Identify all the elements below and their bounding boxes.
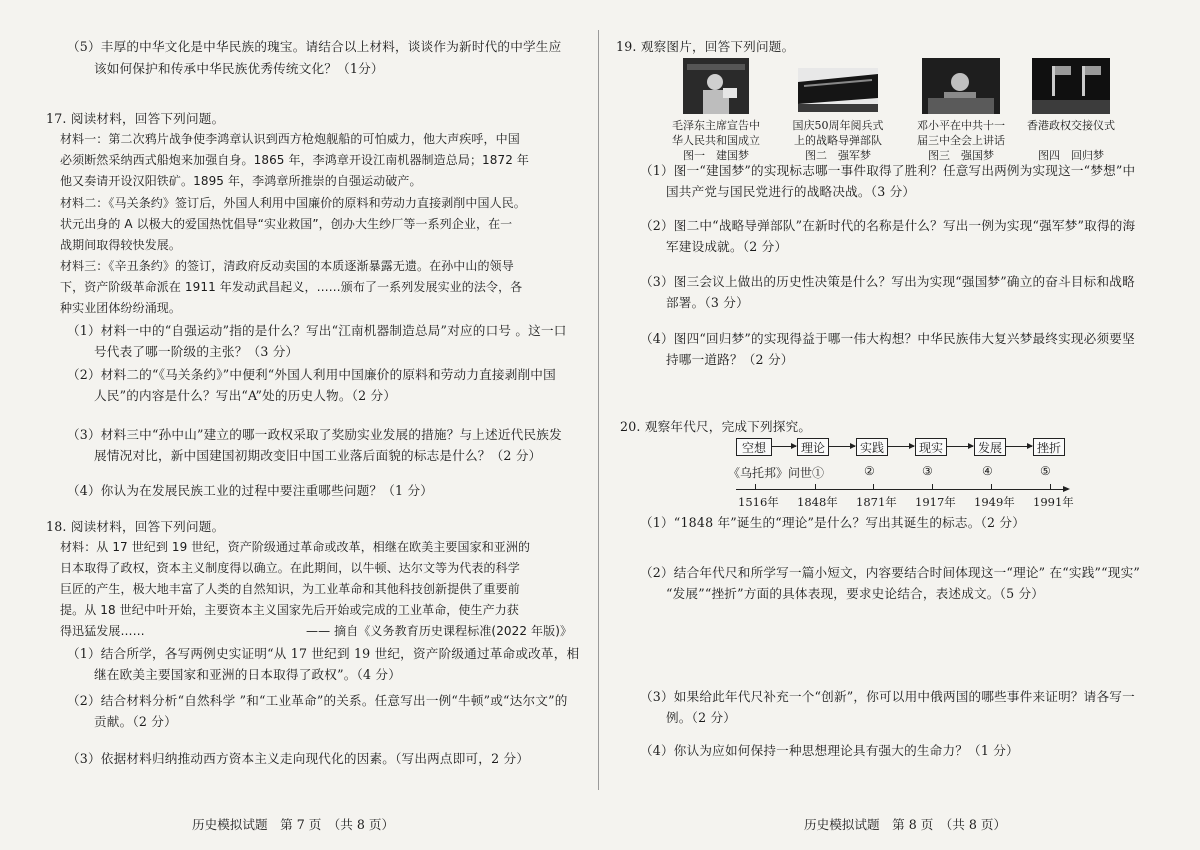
q20-3-line1: （3）如果给此年代尺补充一个“创新”，你可以用中俄两国的哪些事件来证明？请各写一	[640, 689, 1135, 704]
timeline-stage-setback: 挫折	[1033, 438, 1065, 456]
q17-material2-line2: 状元出身的 A 以极大的爱国热忱倡导“实业救国”，创办大生纱厂等一系列企业，在一	[60, 217, 513, 231]
timeline-tick	[1050, 484, 1051, 489]
caption-fig4-line1: 香港政权交接仪式	[1027, 119, 1115, 132]
timeline-arrow	[829, 446, 855, 447]
q18-material-line4: 提。从 18 世纪中叶开始，主要资本主义国家先后开始或完成的工业革命，使生产力获	[60, 603, 519, 617]
caption-fig2-line2: 上的战略导弹部队	[794, 134, 882, 147]
timeline-year-1516: 1516年	[738, 495, 779, 509]
q17-4: （4）你认为在发展民族工业的过程中要注重哪些问题？（1 分）	[67, 483, 434, 498]
timeline-year-1848: 1848年	[797, 495, 838, 509]
q17-material3-line1: 材料三：《辛丑条约》的签订，清政府反动卖国的本质逐渐暴露无遗。在孙中山的领导	[60, 259, 514, 273]
caption-fig2	[788, 118, 888, 163]
timeline-stage-practice: 实践	[856, 438, 888, 456]
q17-material1-line1: 材料一：第二次鸦片战争使李鸿章认识到西方枪炮舰船的可怕威力，他大声疾呼，中国	[60, 132, 520, 146]
q16-5-line1: （5）丰厚的中华文化是中华民族的瑰宝。请结合以上材料，谈谈作为新时代的中学生应	[67, 39, 562, 54]
caption-fig1-label: 图一 建国梦	[683, 149, 749, 162]
caption-fig4	[1021, 118, 1121, 163]
q20-2-line1: （2）结合年代尺和所学写一篇小短文，内容要结合时间体现这一“理论” 在“实践”“现实”	[640, 565, 1141, 580]
q19-2-line1: （2）图二中“战略导弹部队”在新时代的名称是什么？写出一例为实现“强军梦”取得的海	[640, 218, 1136, 233]
timeline-tick	[873, 484, 874, 489]
q19-4-line2: 持哪一道路？（2 分）	[666, 352, 794, 367]
caption-fig3-line2: 届三中全会上讲话	[917, 134, 1005, 147]
q18-material-line5: 得迅猛发展……	[60, 624, 145, 638]
caption-fig1-line1: 毛泽东主席宣告中	[672, 119, 760, 132]
q17-2-line1: （2）材料二的“《马关条约》”中便利“外国人利用中国廉价的原料和劳动力直接剥削中国	[67, 367, 556, 382]
timeline-marker-2: ②	[864, 464, 875, 478]
q20-4: （4）你认为应如何保持一种思想理论具有强大的生命力？（1 分）	[640, 743, 1019, 758]
q17-1-line1: （1）材料一中的“自强运动”指的是什么？写出“江南机器制造总局”对应的口号 。这一口	[67, 323, 567, 338]
timeline-arrow	[947, 446, 973, 447]
timeline-year-1917: 1917年	[915, 495, 956, 509]
timeline-arrow	[888, 446, 914, 447]
q18-heading: 18. 阅读材料，回答下列问题。	[46, 519, 225, 534]
q18-1-line2: 继在欧美主要国家和亚洲的日本取得了政权”。（4 分）	[94, 667, 402, 682]
caption-fig1	[666, 118, 766, 163]
caption-fig2-label: 图二 强军梦	[805, 149, 871, 162]
timeline-tick	[815, 484, 816, 489]
q18-2-line1: （2）结合材料分析“自然科学 ”和“工业革命”的关系。任意写出一例“牛顿”或“达尔文”的	[67, 693, 568, 708]
page-footer-7: 历史模拟试题 第 7 页 （共 8 页）	[192, 817, 395, 832]
timeline-marker-5: ⑤	[1040, 464, 1051, 478]
timeline-tick	[991, 484, 992, 489]
q19-3-line2: 部署。（3 分）	[666, 295, 749, 310]
q18-material-line1: 材料：从 17 世纪到 19 世纪，资产阶级通过革命或改革，相继在欧美主要国家和亚洲的	[60, 540, 531, 554]
q19-3-line1: （3）图三会议上做出的历史性决策是什么？写出为实现“强国梦”确立的奋斗目标和战略	[640, 274, 1135, 289]
photo-third-plenum-speech	[922, 58, 1000, 114]
page-divider	[598, 30, 599, 790]
q17-material2-line3: 战期间取得较快发展。	[60, 238, 182, 252]
timeline-stage-utopia: 空想	[736, 438, 772, 456]
q18-source: —— 摘自《义务教育历史课程标准(2022 年版)》	[306, 624, 573, 638]
caption-fig4-label: 图四 回归梦	[1038, 149, 1104, 162]
timeline-axis	[736, 489, 1068, 490]
q18-material-line2: 日本取得了政权，资本主义制度得以确立。在此期间，以牛顿、达尔文等为代表的科学	[60, 561, 520, 575]
exam-page-8	[600, 0, 1200, 850]
q20-3-line2: 例。（2 分）	[666, 710, 737, 725]
q17-material1-line2: 必须断然采纳西式船炮来加强自身。1865 年，李鸿章开设江南机器制造总局；1872 年	[60, 153, 530, 167]
timeline-marker-3: ③	[922, 464, 933, 478]
timeline-arrow	[1006, 446, 1032, 447]
q18-3: （3）依据材料归纳推动西方资本主义走向现代化的因素。（写出两点即可，2 分）	[67, 751, 530, 766]
timeline-tick	[755, 484, 756, 489]
caption-fig3-line1: 邓小平在中共十一	[917, 119, 1005, 132]
caption-fig4-line2	[1021, 133, 1121, 148]
timeline-stage-theory: 理论	[797, 438, 829, 456]
q18-material-line3: 巨匠的产生，极大地丰富了人类的自然知识，为工业革命和其他科技创新提供了重要前	[60, 582, 520, 596]
q18-1-line1: （1）结合所学，各写两例史实证明“从 17 世纪到 19 世纪，资产阶级通过革命或改革，相	[67, 646, 580, 661]
q17-3-line1: （3）材料三中“孙中山”建立的哪一政权采取了奖励实业发展的措施？与上述近代民族发	[67, 427, 562, 442]
q17-material3-line3: 种实业团体纷纷涌现。	[60, 301, 182, 315]
q17-heading: 17. 阅读材料，回答下列问题。	[46, 111, 225, 126]
q19-1-line1: （1）图一“建国梦”的实现标志哪一事件取得了胜利？任意写出两例为实现这一“梦想”中	[640, 163, 1136, 178]
q17-material1-line3: 他又奏请开设汉阳铁矿。1895 年，李鸿章所推崇的自强运动破产。	[60, 174, 422, 188]
caption-fig2-line1: 国庆50周年阅兵式	[792, 119, 884, 132]
q18-2-line2: 贡献。（2 分）	[94, 714, 177, 729]
timeline-year-1871: 1871年	[856, 495, 897, 509]
q16-5-line2: 该如何保护和传承中华民族优秀传统文化？（1分）	[94, 61, 384, 76]
timeline-tick	[932, 484, 933, 489]
q20-2-line2: “发展”“挫折”方面的具体表现，要求史论结合，表述成文。（5 分）	[666, 586, 1045, 601]
page-footer-8: 历史模拟试题 第 8 页 （共 8 页）	[804, 817, 1007, 832]
timeline-arrow	[772, 446, 796, 447]
q17-material3-line2: 下，资产阶级革命派在 1911 年发动武昌起义，……颁布了一系列发展实业的法令，各	[60, 280, 523, 294]
q17-material2-line1: 材料二：《马关条约》签订后，外国人利用中国廉价的原料和劳动力直接剥削中国人民。	[60, 196, 526, 210]
timeline-stage-reality: 现实	[915, 438, 947, 456]
photo-hong-kong-handover	[1032, 58, 1110, 114]
q17-2-line2: 人民”的内容是什么？写出“A”处的历史人物。（2 分）	[94, 388, 397, 403]
timeline-marker-4: ④	[982, 464, 993, 478]
q19-heading: 19. 观察图片，回答下列问题。	[616, 39, 795, 54]
q17-3-line2: 展情况对比，新中国建国初期改变旧中国工业落后面貌的标志是什么？（2 分）	[94, 448, 542, 463]
timeline-year-1991: 1991年	[1033, 495, 1074, 509]
photo-founding-ceremony	[683, 58, 749, 114]
caption-fig3-label: 图三 强国梦	[928, 149, 994, 162]
timeline-marker-1: 《乌托邦》问世①	[728, 466, 825, 480]
caption-fig1-line2: 华人民共和国成立	[672, 134, 760, 147]
q20-heading: 20. 观察年代尺，完成下列探究。	[620, 419, 812, 434]
photo-missile-parade	[798, 68, 878, 112]
q20-1: （1）“1848 年”诞生的“理论”是什么？写出其诞生的标志。（2 分）	[640, 515, 1025, 530]
timeline-stage-development: 发展	[974, 438, 1006, 456]
q19-2-line2: 军建设成就。（2 分）	[666, 239, 788, 254]
timeline-year-1949: 1949年	[974, 495, 1015, 509]
q19-4-line1: （4）图四“回归梦”的实现得益于哪一伟大构想？中华民族伟大复兴梦最终实现必须要坚	[640, 331, 1135, 346]
q17-1-line2: 号代表了哪一阶级的主张？（3 分）	[94, 344, 299, 359]
caption-fig3	[911, 118, 1011, 163]
exam-page-7	[0, 0, 598, 850]
q19-1-line2: 国共产党与国民党进行的战略决战。（3 分）	[666, 184, 916, 199]
